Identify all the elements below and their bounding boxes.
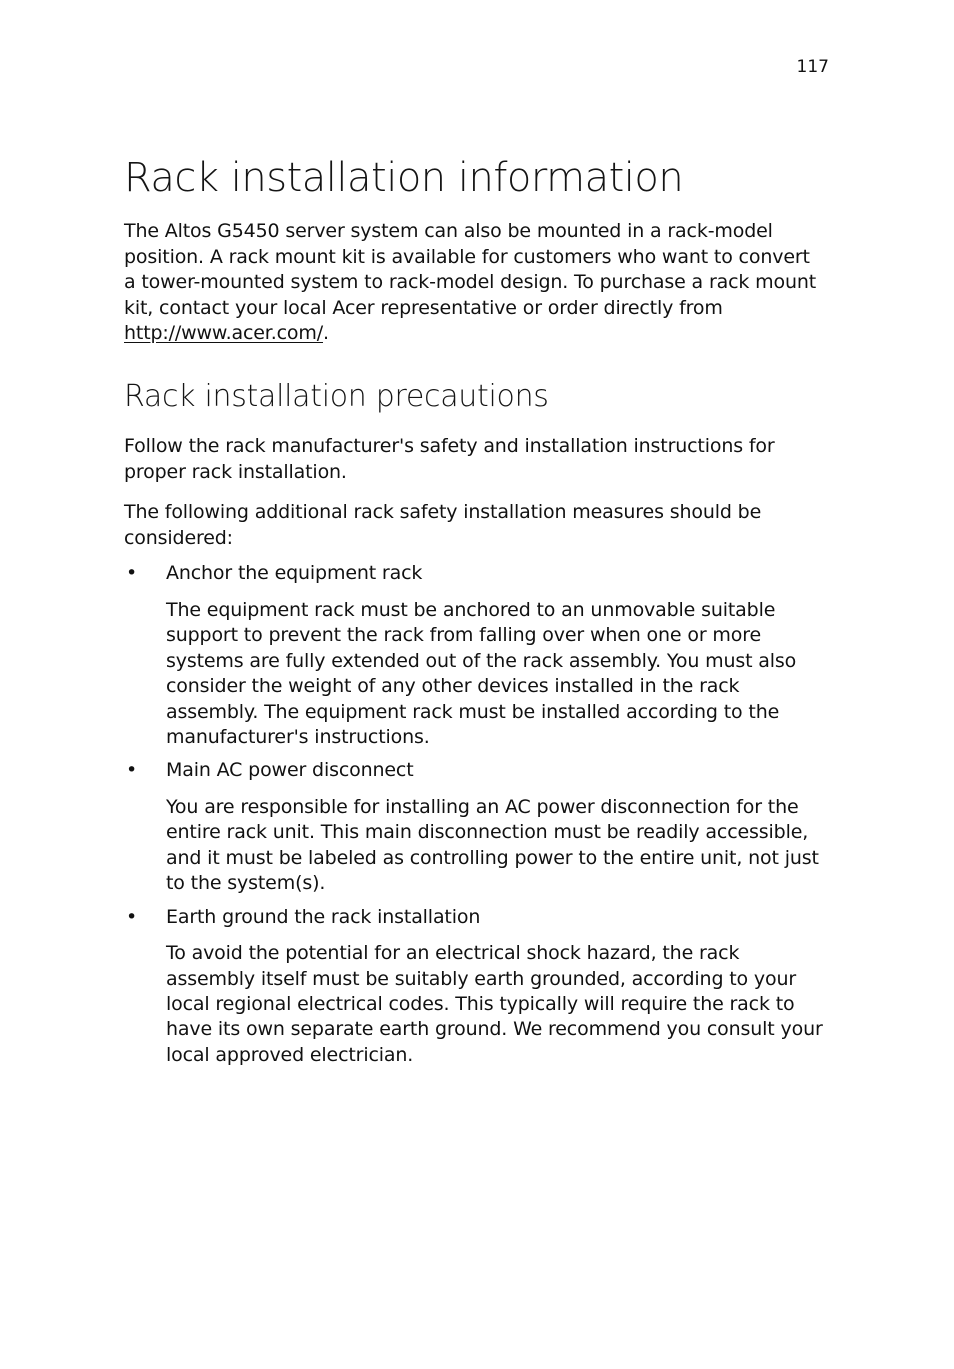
list-item-title: Earth ground the rack installation [166,905,481,928]
measures-paragraph: The following additional rack safety installation measures should be considered: [124,501,762,549]
section-heading: Rack installation precautions [124,378,549,414]
list-item-body: You are responsible for installing an AC power disconnection for the entire rack unit. This main disconnection must be readily accessible, and it must be labeled as controlling power to the entire unit, not just to the system(s). [166,795,819,895]
list-item-head [124,561,824,587]
list-item-body: The equipment rack must be anchored to an unmovable suitable support to prevent the rack from falling over when one or more systems are fully extended out of the rack assembly. You must also consider the weight of any other devices installed in the rack assembly. The equipment rack must be installed according to the manufacturer's instructions. [166,598,797,748]
precautions-paragraph: Follow the rack manufacturer's safety and installation instructions for proper rack installation. [124,434,775,483]
intro-text-end: . [323,322,329,345]
list-item [124,561,824,750]
list-item [124,905,824,1069]
bullet-icon: • [126,905,138,928]
intro-text: The Altos G5450 server system can also be mounted in a rack-model position. A rack mount kit is available for customers who want to convert a tower-mounted system to rack-model design. To purchase a rack mount kit, contact your local Acer representative or order directly from [124,220,817,319]
bullet-icon: • [126,562,138,585]
list-item-head [124,758,824,784]
list-item-title: Main AC power disconnect [166,759,414,782]
precautions-list [124,561,824,1068]
intro-paragraph [124,219,824,347]
list-item [124,758,824,896]
document-content [124,150,824,1076]
page-number: 117 [796,57,829,77]
page-title: Rack installation information [124,155,684,201]
bullet-icon: • [126,759,138,782]
list-item-title: Anchor the equipment rack [166,562,423,585]
acer-website-link[interactable]: http://www.acer.com/ [124,322,323,345]
list-item-body: To avoid the potential for an electrical shock hazard, the rack assembly itself must be suitably earth grounded, according to your local regional electrical codes. This typically will require the rack to have its own separate earth ground. We recommend you consult your local approved electrician. [166,942,823,1066]
list-item-head [124,905,824,931]
